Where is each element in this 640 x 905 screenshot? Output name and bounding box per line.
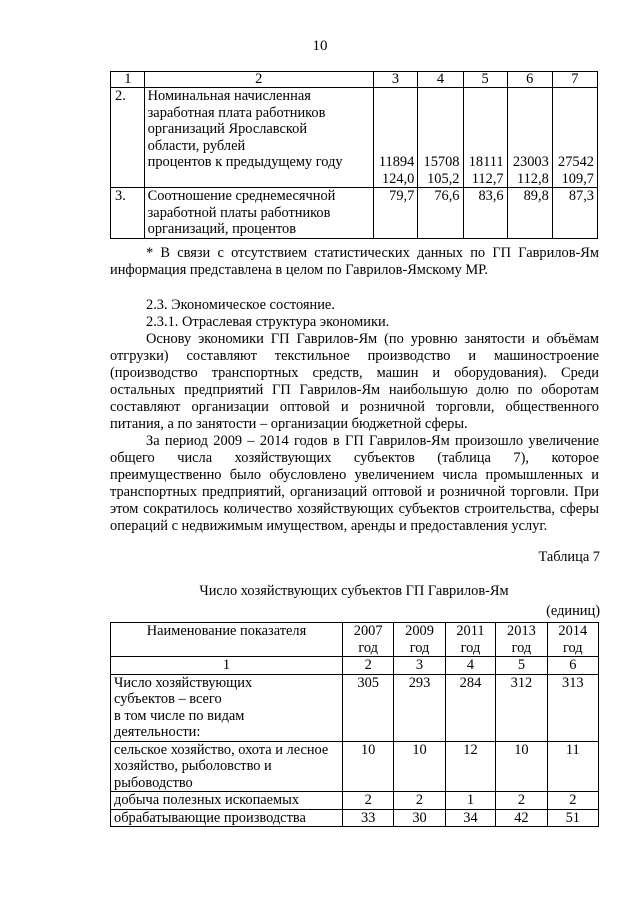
paragraph: Основу экономики ГП Гаврилов-Ям (по уровню занятости и объёмам отгрузки) составляют текстильное производство и машиностроение (производство транспортных средств, машин и оборудования). Среди остальных предприятий ГП Гаврилов-Ям наибольшую долю по оборотам составляют организации оптовой и розничной торговли, общественного питания, а по занятости – организации бюджетной сферы. (110, 331, 599, 432)
year: 2014 (558, 623, 588, 639)
value-cell: 89,8 (507, 188, 552, 239)
name-line: Соотношение среднемесячной (147, 188, 336, 204)
header-cell: 2 (144, 72, 373, 88)
index-cell: 2 (343, 657, 394, 675)
value-pct: 109,7 (561, 170, 594, 187)
name-line: обрабатывающие производства (114, 809, 306, 826)
year-unit: год (511, 639, 532, 656)
value-pct: 112,8 (516, 170, 549, 187)
value-rub: 23003 (512, 154, 549, 170)
indicator-name (111, 792, 343, 810)
value-cell: 51 (547, 809, 598, 827)
value-pct: 124,0 (381, 170, 415, 187)
index-cell: 3 (394, 657, 445, 675)
value-cell: 11 (547, 741, 598, 792)
header-cell: 1 (111, 72, 145, 88)
value-cell: 79,7 (373, 188, 418, 239)
name-line: деятельности: (114, 724, 201, 740)
year: 2007 (353, 623, 383, 639)
value-cell: 2 (343, 792, 394, 810)
value-cell: 2 (547, 792, 598, 810)
indicator-name (144, 88, 373, 188)
value-cell: 83,6 (463, 188, 507, 239)
year: 2009 (405, 623, 434, 639)
table-row (111, 674, 599, 741)
value-cell: 30 (394, 809, 445, 827)
year-unit: год (562, 639, 583, 656)
table-row (111, 809, 599, 827)
value-cell (373, 88, 418, 188)
index-cell: 6 (547, 657, 598, 675)
header-year-cell (445, 623, 496, 657)
indicator-name (111, 809, 343, 827)
value-cell: 87,3 (552, 188, 597, 239)
year-unit: год (409, 639, 430, 656)
name-line: субъектов – всего (114, 691, 222, 707)
value-cell: 1 (445, 792, 496, 810)
value-rub: 11894 (378, 154, 415, 170)
value-cell (418, 88, 463, 188)
value-cell: 313 (547, 674, 598, 741)
name-line: добыча полезных ископаемых (114, 792, 300, 808)
table-row (111, 188, 598, 239)
section-heading: 2.3. Экономическое состояние. (146, 297, 335, 313)
year: 2013 (507, 623, 536, 639)
value-rub: 18111 (468, 154, 504, 170)
footnote: * В связи с отсутствием статистических данных по ГП Гаврилов-Ям информация представлена в целом по Гаврилов-Ямскому МР. (110, 245, 599, 278)
header-cell: Наименование показателя (111, 623, 343, 657)
name-line: Число хозяйствующих (114, 674, 253, 691)
value-pct: 105,2 (427, 170, 460, 187)
footnote-block (110, 245, 599, 279)
index-cell: 4 (445, 657, 496, 675)
year-unit: год (460, 639, 481, 656)
row-number: 3. (111, 188, 145, 239)
table-title: Число хозяйствующих субъектов ГП Гаврилов-Ям (199, 583, 509, 599)
name-line: в том числе по видам (114, 707, 245, 724)
row-number: 2. (111, 88, 145, 188)
value-cell: 305 (343, 674, 394, 741)
year-unit: год (358, 639, 378, 656)
name-line: Номинальная начисленная (147, 88, 311, 104)
name-line: заработная плата работников (147, 104, 326, 121)
value-cell: 10 (496, 741, 547, 792)
value-cell: 33 (343, 809, 394, 827)
value-cell: 312 (496, 674, 547, 741)
header-year-cell (394, 623, 445, 657)
header-cell: 3 (373, 72, 418, 88)
table-index-row (111, 657, 599, 675)
value-cell (463, 88, 507, 188)
header-year-cell (496, 623, 547, 657)
value-cell: 293 (394, 674, 445, 741)
table-caption: Таблица 7 (538, 549, 600, 565)
value-cell: 10 (343, 741, 394, 792)
table-header-row (111, 72, 598, 88)
header-year-cell (343, 623, 394, 657)
indicator-name (111, 741, 343, 792)
value-cell (507, 88, 552, 188)
units-label: (единиц) (546, 603, 600, 619)
name-line: сельское хозяйство, охота и лесное (114, 741, 329, 758)
table-row (111, 792, 599, 810)
name-line: рыбоводство (114, 774, 193, 791)
header-cell: 5 (463, 72, 507, 88)
value-cell: 12 (445, 741, 496, 792)
header-cell: 7 (552, 72, 597, 88)
table-row (111, 741, 599, 792)
name-line: заработной платы работников (147, 204, 331, 221)
value-cell: 2 (394, 792, 445, 810)
page-number: 10 (312, 38, 328, 54)
value-cell: 2 (496, 792, 547, 810)
table-row (111, 88, 598, 188)
header-cell: 4 (418, 72, 463, 88)
value-pct: 112,7 (471, 170, 504, 187)
name-line: процентов к предыдущему году (147, 154, 343, 170)
value-cell: 10 (394, 741, 445, 792)
header-cell: 6 (507, 72, 552, 88)
value-rub: 15708 (423, 154, 460, 170)
value-cell (552, 88, 597, 188)
paragraph: За период 2009 – 2014 годов в ГП Гаврилов-Ям произошло увеличение общего числа хозяйствующих субъектов (таблица 7), которое преимущественно было обусловлено увеличением числа промышленных и транспортных предприятий, организаций оптовой и розничной торговли. При этом сократилось количество хозяйствующих субъектов строительства, сферы операций с недвижимым имуществом, аренды и предоставления услуг. (110, 433, 599, 534)
body-text (110, 297, 599, 535)
table-header-row (111, 623, 599, 657)
value-cell: 42 (496, 809, 547, 827)
index-cell: 5 (496, 657, 547, 675)
value-cell: 34 (445, 809, 496, 827)
name-line: организаций Ярославской (147, 121, 308, 137)
year: 2011 (456, 623, 485, 639)
indicator-name (144, 188, 373, 239)
name-line: хозяйство, рыболовство и (114, 758, 272, 774)
indicator-name (111, 674, 343, 741)
index-cell: 1 (111, 657, 343, 675)
subsection-heading: 2.3.1. Отраслевая структура экономики. (146, 314, 390, 330)
business-entities-table (110, 622, 599, 827)
value-rub: 27542 (558, 154, 594, 170)
value-cell: 76,6 (418, 188, 463, 239)
value-cell: 284 (445, 674, 496, 741)
wages-table (110, 71, 598, 239)
name-line: области, рублей (147, 137, 246, 154)
name-line: организаций, процентов (147, 221, 297, 237)
header-year-cell (547, 623, 598, 657)
